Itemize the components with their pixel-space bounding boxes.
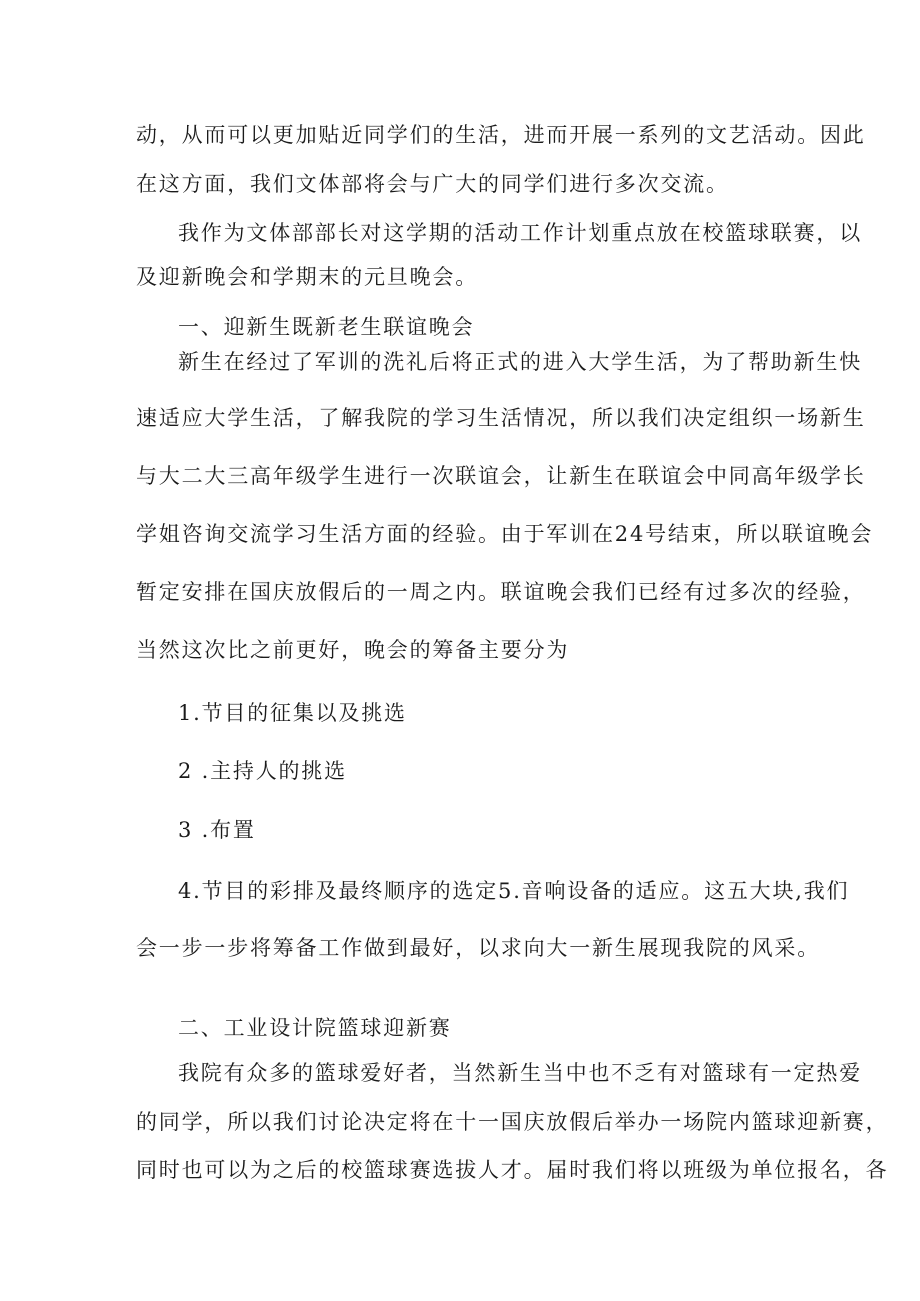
paragraph-line: 动，从而可以更加贴近同学们的生活，进而开展一系列的文艺活动。因此 — [136, 123, 866, 147]
list-item: 3 .布置 — [178, 818, 256, 842]
paragraph-line: 学姐咨询交流学习生活方面的经验。由于军训在24号结束，所以联谊晚会 — [136, 522, 874, 546]
paragraph-line: 与大二大三高年级学生进行一次联谊会，让新生在联谊会中同高年级学长 — [136, 464, 866, 488]
paragraph-line: 速适应大学生活，了解我院的学习生活情况，所以我们决定组织一场新生 — [136, 406, 866, 430]
paragraph-line: 在这方面，我们文体部将会与广大的同学们进行多次交流。 — [136, 172, 729, 196]
section-heading: 一、迎新生既新老生联谊晚会 — [178, 315, 475, 339]
list-item: 4.节目的彩排及最终顺序的选定5.音响设备的适应。这五大块,我们 — [178, 879, 850, 903]
paragraph-line: 及迎新晚会和学期末的元旦晚会。 — [136, 265, 478, 289]
section-heading: 二、工业设计院篮球迎新赛 — [178, 1016, 452, 1040]
paragraph-line: 我作为文体部部长对这学期的活动工作计划重点放在校篮球联赛，以 — [178, 221, 862, 245]
list-item: 1.节目的征集以及挑选 — [178, 701, 407, 725]
paragraph-line: 暂定安排在国庆放假后的一周之内。联谊晚会我们已经有过多次的经验， — [136, 580, 866, 604]
paragraph-line: 新生在经过了军训的洗礼后将正式的进入大学生活，为了帮助新生快 — [178, 350, 862, 374]
paragraph-line: 当然这次比之前更好，晚会的筹备主要分为 — [136, 638, 570, 662]
paragraph-line: 同时也可以为之后的校篮球赛选拔人才。届时我们将以班级为单位报名，各 — [136, 1158, 889, 1182]
paragraph-line: 我院有众多的篮球爱好者，当然新生当中也不乏有对篮球有一定热爱 — [178, 1061, 862, 1085]
list-item: 2 .主持人的挑选 — [178, 759, 347, 783]
paragraph-line: 的同学，所以我们讨论决定将在十一国庆放假后举办一场院内篮球迎新赛， — [136, 1110, 889, 1134]
paragraph-line: 会一步一步将筹备工作做到最好，以求向大一新生展现我院的风采。 — [136, 936, 820, 960]
